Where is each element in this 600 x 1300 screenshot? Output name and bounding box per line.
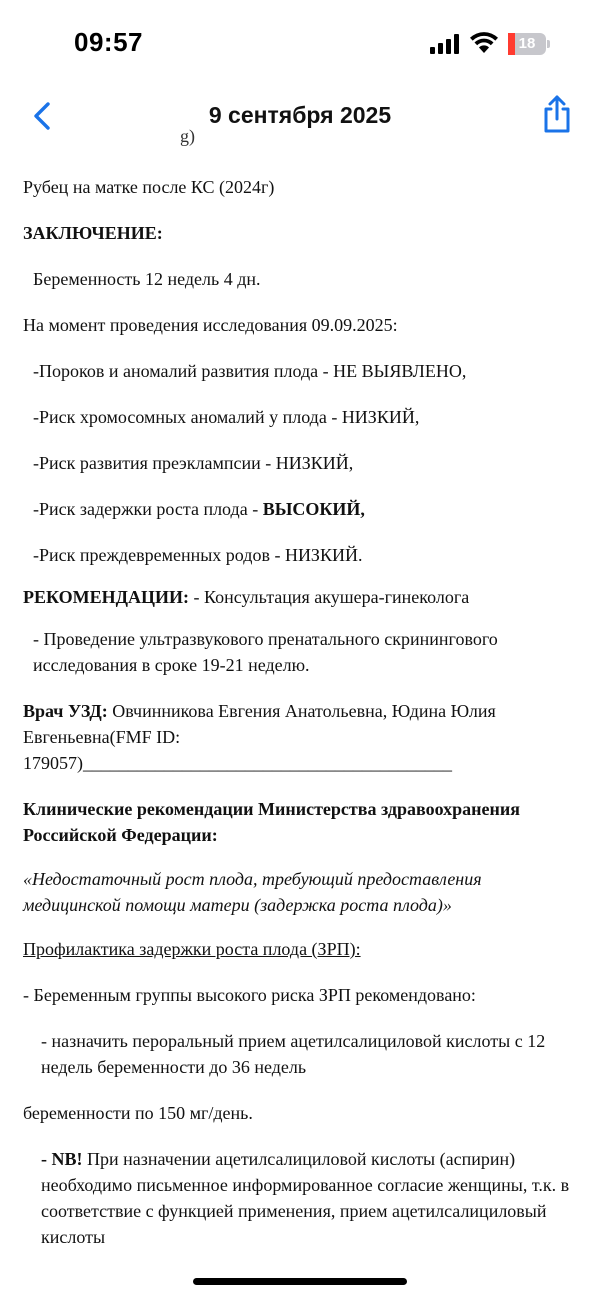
recommendations-line [23,584,583,610]
aspirin-dose-cont: беременности по 150 мг/день. [23,1103,253,1123]
aspirin-dose-line: - назначить пероральный прием ацетилсалициловой кислоты с 12 недель беременности до 36 недель [41,1031,546,1077]
status-time: 09:57 [74,27,143,57]
finding-malformations: -Пороков и аномалий развития плода - НЕ ВЫЯВЛЕНО, [33,361,467,381]
recommendations-heading: РЕКОМЕНДАЦИИ: [23,587,189,607]
recommendation-1: - Консультация акушера-гинеколога [188,587,470,607]
page-title: 9 сентября 2025 [208,102,392,128]
prophylaxis-heading: Профилактика задержки роста плода (ЗРП): [23,939,361,959]
document-body [23,174,583,1250]
pregnancy-line: Беременность 12 недель 4 дн. [33,269,261,289]
finding-growth-value: ВЫСОКИЙ, [262,499,365,519]
home-indicator[interactable] [193,1278,407,1285]
doctor-label: Врач УЗД: [23,701,108,721]
status-bar [0,0,600,80]
doctor-names: Овчинникова Евгения Анатольевна, Юдина Юлия Евгеньевна(FMF ID: [23,701,496,747]
recommendation-2: - Проведение ультразвукового пренатального скринингового исследования в сроке 19-21 неделю. [33,629,498,675]
finding-preeclampsia: -Риск развития преэклампсии - НИЗКИЙ, [33,453,354,473]
doctor-id: 179057)_________________________________________ [23,753,452,773]
finding-growth-restriction [23,496,583,522]
guideline-title: «Недостаточный рост плода, требующий предоставления медицинской помощи матери (задержка роста плода)» [23,869,482,915]
study-moment-line: На момент проведения исследования 09.09.2025: [23,315,398,335]
finding-preterm: -Риск преждевременных родов - НИЗКИЙ. [33,545,363,565]
nb-text: При назначении ацетилсалициловой кислоты (аспирин) необходимо письменное информированное согласие женщины, т.к. в соответствие с функцией применения, прием ацетилсалициловый кислоты [41,1149,570,1247]
nb-paragraph [23,1146,583,1250]
nav-bar [0,88,600,144]
ministry-heading: Клинические рекомендации Министерства здравоохранения Российской Федерации: [23,799,520,845]
battery-level: 18 [518,35,536,52]
cellular-signal-icon [430,34,460,54]
document-viewer[interactable] [0,126,600,1260]
share-icon[interactable] [540,94,574,134]
nb-label: - NB! [41,1149,83,1169]
high-risk-line: - Беременным группы высокого риска ЗРП рекомендовано: [23,985,476,1005]
wifi-icon [470,31,498,53]
finding-chromosomal: -Риск хромосомных аномалий у плода - НИЗКИЙ, [33,407,420,427]
conclusion-heading: ЗАКЛЮЧЕНИЕ: [23,223,163,243]
scar-line: Рубец на матке после КС (2024г) [23,177,275,197]
battery-icon [508,33,550,55]
finding-growth-text: -Риск задержки роста плода - [33,499,263,519]
cut-off-text: g) [180,126,195,146]
doctor-line [23,698,583,750]
